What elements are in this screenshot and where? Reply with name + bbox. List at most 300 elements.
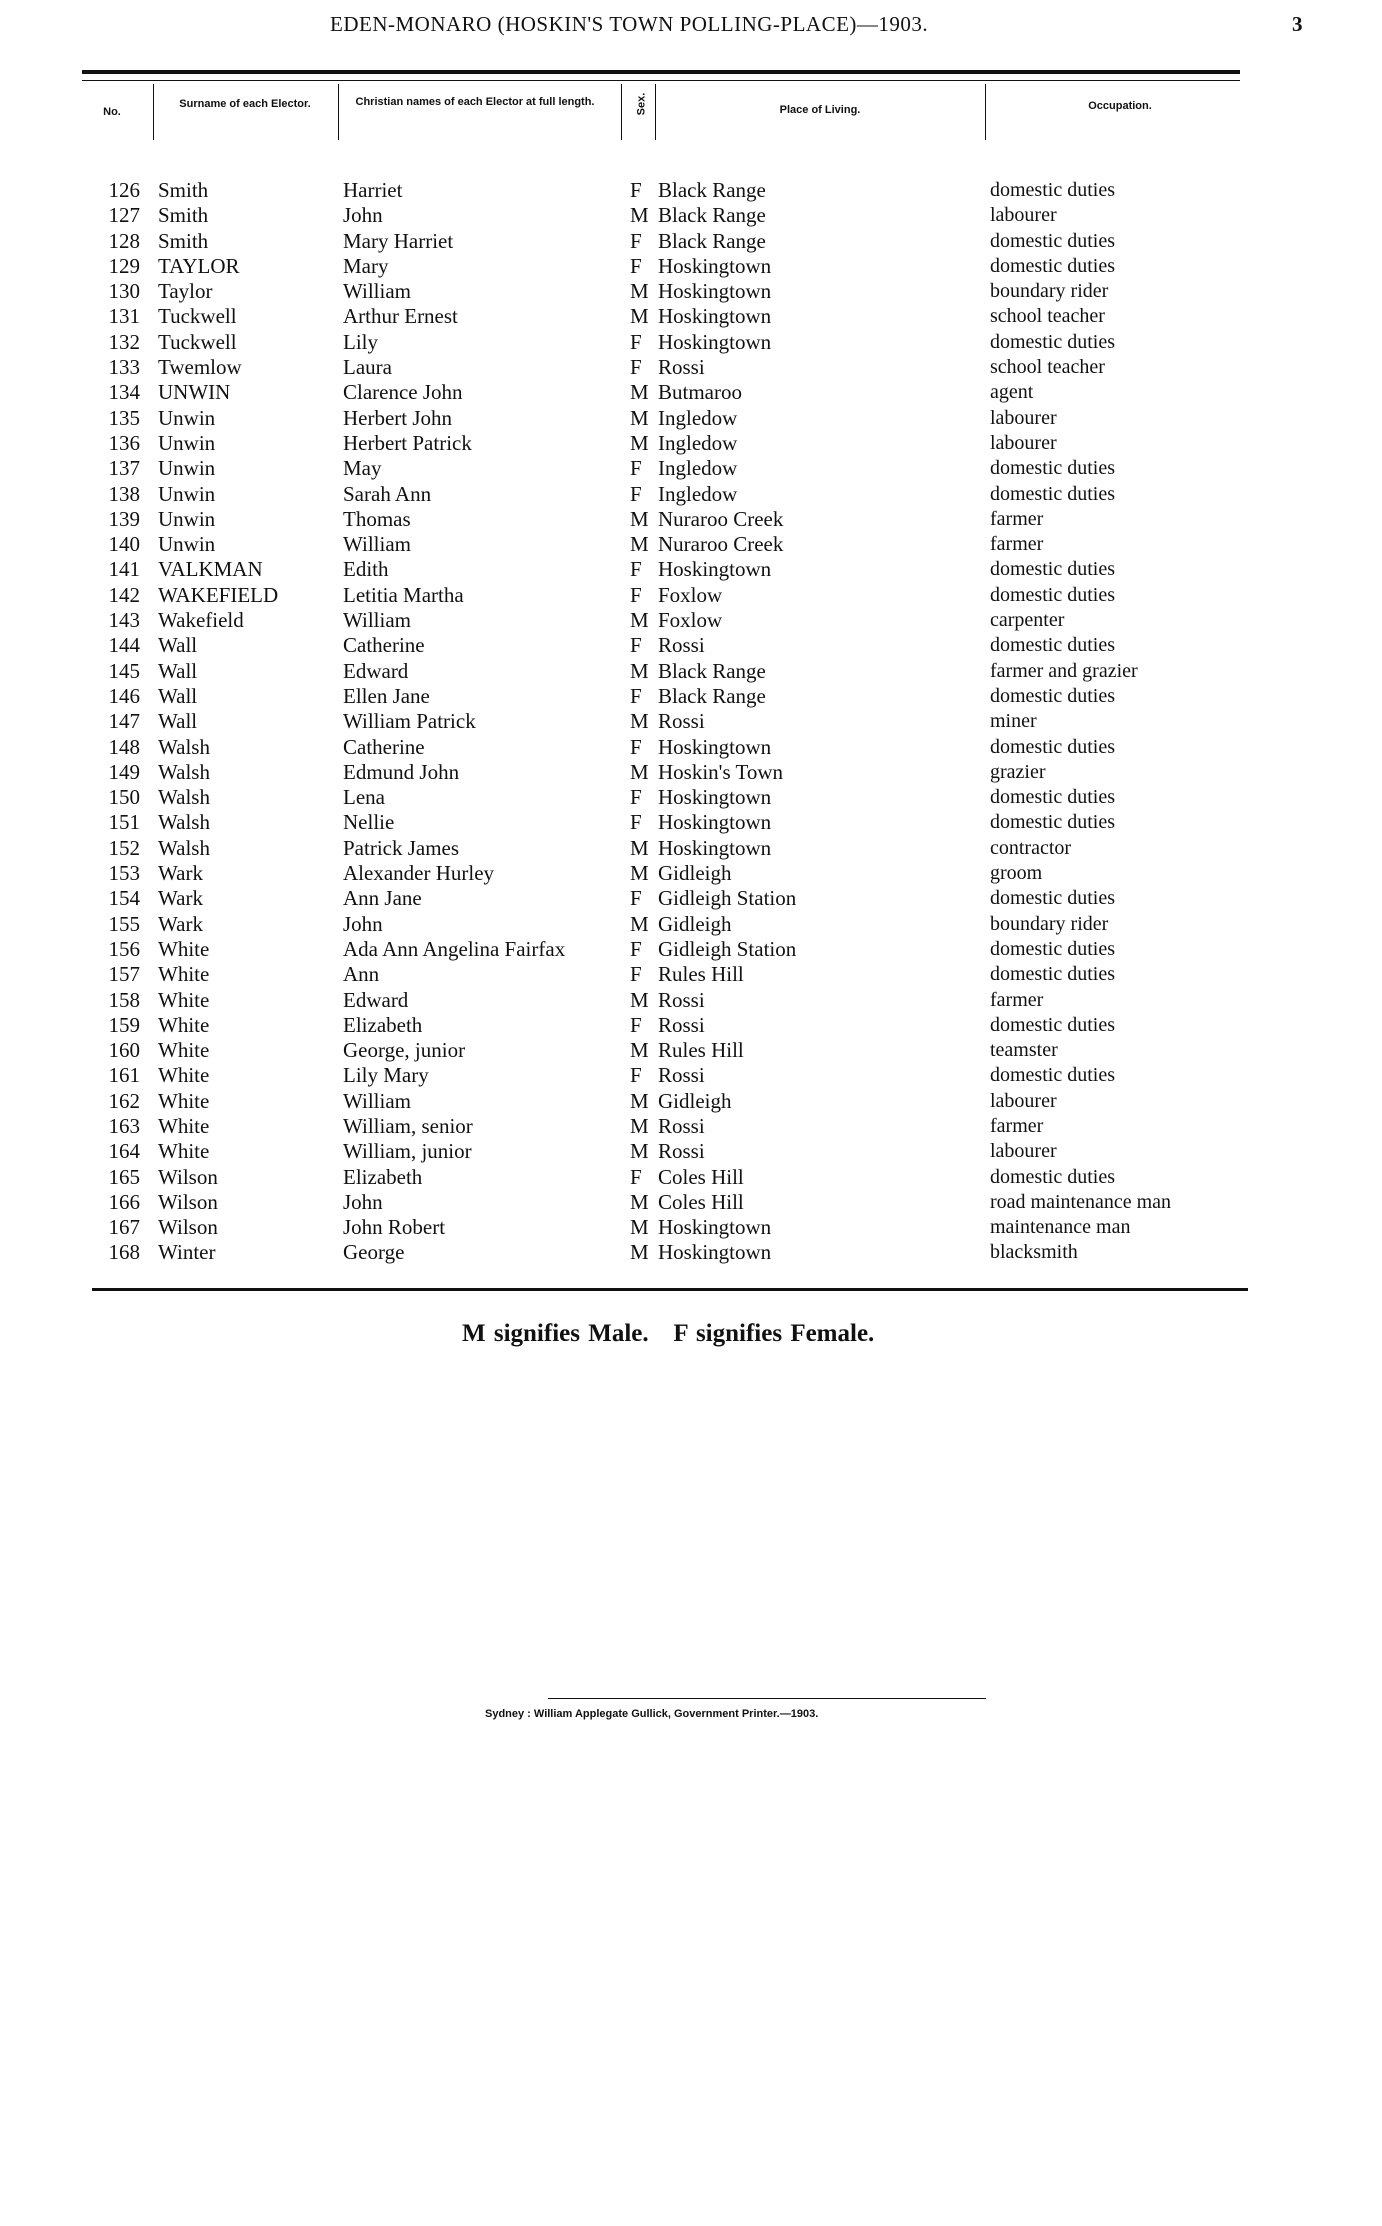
elector-place-of-living: Hoskingtown [658, 810, 772, 835]
elector-christian-names: Mary [343, 253, 389, 278]
elector-surname: Wall [158, 709, 198, 734]
elector-occupation: labourer [990, 431, 1057, 454]
elector-surname: Unwin [158, 405, 216, 430]
elector-sex: F [630, 810, 642, 835]
elector-occupation: maintenance man [990, 1216, 1131, 1239]
elector-christian-names: Nellie [343, 810, 395, 835]
elector-surname: White [158, 1063, 210, 1088]
elector-sex: F [630, 456, 642, 481]
elector-number: 154 [108, 886, 140, 911]
elector-christian-names: Mary Harriet [343, 228, 454, 253]
elector-surname: Smith [158, 228, 209, 253]
elector-number: 146 [108, 683, 140, 708]
elector-sex: M [630, 1189, 649, 1214]
elector-christian-names: Herbert John [343, 405, 453, 430]
table-row [0, 229, 1382, 254]
elector-christian-names: William Patrick [343, 709, 476, 734]
table-row [0, 178, 1382, 203]
column-header-occupation: Occupation. [1088, 100, 1152, 112]
table-row [0, 962, 1382, 987]
elector-sex: F [630, 253, 642, 278]
column-divider [985, 84, 986, 140]
header-rule-thin [82, 80, 1240, 81]
elector-number: 150 [108, 785, 140, 810]
elector-place-of-living: Rossi [658, 355, 705, 380]
table-row [0, 507, 1382, 532]
elector-place-of-living: Nuraroo Creek [658, 506, 784, 531]
elector-number: 127 [108, 203, 140, 228]
table-row [0, 557, 1382, 582]
table-row [0, 304, 1382, 329]
elector-sex: M [630, 203, 649, 228]
elector-christian-names: William, senior [343, 1113, 473, 1138]
column-header-place: Place of Living. [779, 104, 861, 116]
elector-occupation: domestic duties [990, 937, 1115, 960]
elector-number: 152 [108, 835, 140, 860]
elector-occupation: domestic duties [990, 684, 1115, 707]
elector-surname: Wall [158, 658, 198, 683]
elector-occupation: labourer [990, 1089, 1057, 1112]
elector-number: 135 [108, 405, 140, 430]
elector-surname: White [158, 936, 210, 961]
elector-place-of-living: Ingledow [658, 456, 738, 481]
elector-surname: Walsh [158, 734, 210, 759]
elector-sex: F [630, 734, 642, 759]
elector-occupation: boundary rider [990, 280, 1109, 303]
elector-sex: F [630, 1063, 642, 1088]
elector-christian-names: Herbert Patrick [343, 430, 472, 455]
elector-occupation: domestic duties [990, 558, 1115, 581]
table-row [0, 279, 1382, 304]
elector-number: 167 [108, 1215, 140, 1240]
elector-christian-names: Arthur Ernest [343, 304, 458, 329]
elector-number: 155 [108, 911, 140, 936]
elector-number: 137 [108, 456, 140, 481]
elector-place-of-living: Gidleigh [658, 1088, 732, 1113]
elector-number: 142 [108, 582, 140, 607]
elector-christian-names: Edward [343, 658, 409, 683]
table-row [0, 380, 1382, 405]
elector-christian-names: Alexander Hurley [343, 861, 495, 886]
table-row [0, 608, 1382, 633]
elector-christian-names: Ellen Jane [343, 683, 430, 708]
elector-surname: Walsh [158, 759, 210, 784]
elector-surname: Unwin [158, 430, 216, 455]
elector-sex: F [630, 785, 642, 810]
elector-christian-names: George, junior [343, 1038, 466, 1063]
table-row [0, 482, 1382, 507]
elector-place-of-living: Hoskingtown [658, 279, 772, 304]
elector-sex: F [630, 178, 642, 202]
table-row [0, 1240, 1382, 1265]
elector-sex: M [630, 759, 649, 784]
elector-surname: Smith [158, 178, 209, 202]
elector-christian-names: Patrick James [343, 835, 460, 860]
elector-occupation: farmer and grazier [990, 659, 1138, 682]
elector-place-of-living: Hoskingtown [658, 253, 772, 278]
electoral-roll-table [0, 178, 1382, 1266]
elector-christian-names: Letitia Martha [343, 582, 464, 607]
elector-occupation: road maintenance man [990, 1190, 1172, 1213]
elector-christian-names: Ann Jane [343, 886, 422, 911]
elector-occupation: miner [990, 710, 1037, 733]
elector-christian-names: Thomas [343, 506, 411, 531]
elector-number: 158 [108, 987, 140, 1012]
elector-sex: M [630, 835, 649, 860]
elector-number: 151 [108, 810, 140, 835]
elector-occupation: farmer [990, 1114, 1044, 1137]
elector-surname: Walsh [158, 835, 210, 860]
elector-place-of-living: Hoskingtown [658, 329, 772, 354]
elector-number: 162 [108, 1088, 140, 1113]
table-row [0, 1114, 1382, 1139]
elector-surname: Wilson [158, 1189, 218, 1214]
table-row [0, 760, 1382, 785]
elector-surname: White [158, 1088, 210, 1113]
elector-surname: VALKMAN [158, 557, 263, 582]
elector-christian-names: William [343, 1088, 411, 1113]
elector-place-of-living: Hoskingtown [658, 734, 772, 759]
table-row [0, 988, 1382, 1013]
elector-place-of-living: Hoskingtown [658, 835, 772, 860]
elector-sex: M [630, 1088, 649, 1113]
table-row [0, 735, 1382, 760]
elector-surname: Wilson [158, 1164, 218, 1189]
elector-sex: F [630, 582, 642, 607]
elector-occupation: domestic duties [990, 1165, 1115, 1188]
elector-place-of-living: Rossi [658, 987, 705, 1012]
elector-surname: Walsh [158, 810, 210, 835]
elector-christian-names: William [343, 532, 411, 557]
elector-occupation: school teacher [990, 305, 1105, 328]
elector-sex: M [630, 1215, 649, 1240]
elector-place-of-living: Foxlow [658, 608, 723, 633]
elector-number: 143 [108, 608, 140, 633]
elector-christian-names: Ada Ann Angelina Fairfax [343, 936, 566, 961]
elector-christian-names: John Robert [343, 1215, 446, 1240]
elector-sex: M [630, 911, 649, 936]
elector-number: 164 [108, 1139, 140, 1164]
elector-number: 153 [108, 861, 140, 886]
elector-sex: M [630, 279, 649, 304]
elector-sex: M [630, 1139, 649, 1164]
elector-occupation: domestic duties [990, 963, 1115, 986]
elector-sex: F [630, 683, 642, 708]
column-header-surname: Surname of each Elector. [179, 98, 311, 110]
elector-surname: Wall [158, 683, 198, 708]
table-row [0, 355, 1382, 380]
elector-christian-names: Elizabeth [343, 1164, 423, 1189]
table-bottom-rule [92, 1288, 1248, 1291]
table-row [0, 1215, 1382, 1240]
elector-sex: F [630, 633, 642, 658]
elector-surname: Unwin [158, 456, 216, 481]
elector-surname: WAKEFIELD [158, 582, 279, 607]
elector-occupation: labourer [990, 406, 1057, 429]
table-row [0, 836, 1382, 861]
elector-christian-names: Sarah Ann [343, 481, 432, 506]
column-header-sex: Sex. [635, 92, 648, 116]
elector-surname: Wark [158, 861, 203, 886]
elector-place-of-living: Black Range [658, 178, 766, 202]
elector-number: 147 [108, 709, 140, 734]
elector-place-of-living: Coles Hill [658, 1189, 744, 1214]
elector-sex: M [630, 1038, 649, 1063]
elector-christian-names: Laura [343, 355, 392, 380]
elector-sex: M [630, 987, 649, 1012]
elector-sex: M [630, 608, 649, 633]
elector-christian-names: Edith [343, 557, 389, 582]
elector-christian-names: Clarence John [343, 380, 463, 405]
elector-number: 129 [108, 253, 140, 278]
elector-place-of-living: Hoskingtown [658, 304, 772, 329]
elector-number: 161 [108, 1063, 140, 1088]
elector-sex: F [630, 936, 642, 961]
elector-sex: M [630, 304, 649, 329]
elector-surname: Wilson [158, 1215, 218, 1240]
elector-place-of-living: Rules Hill [658, 1038, 744, 1063]
column-divider [338, 84, 339, 140]
elector-occupation: farmer [990, 533, 1044, 556]
elector-place-of-living: Rossi [658, 1063, 705, 1088]
elector-place-of-living: Hoskin's Town [658, 759, 784, 784]
elector-occupation: domestic duties [990, 735, 1115, 758]
elector-number: 159 [108, 1012, 140, 1037]
elector-surname: Wall [158, 633, 198, 658]
elector-place-of-living: Hoskingtown [658, 557, 772, 582]
elector-occupation: domestic duties [990, 1013, 1115, 1036]
elector-surname: UNWIN [158, 380, 231, 405]
elector-place-of-living: Hoskingtown [658, 1240, 772, 1265]
elector-place-of-living: Foxlow [658, 582, 723, 607]
table-row [0, 937, 1382, 962]
table-row [0, 684, 1382, 709]
elector-place-of-living: Nuraroo Creek [658, 532, 784, 557]
table-row [0, 1038, 1382, 1063]
elector-occupation: domestic duties [990, 583, 1115, 606]
table-row [0, 456, 1382, 481]
column-divider [621, 84, 622, 140]
elector-surname: Tuckwell [158, 304, 237, 329]
table-row [0, 1063, 1382, 1088]
elector-surname: Unwin [158, 532, 216, 557]
elector-surname: Smith [158, 203, 209, 228]
elector-surname: Unwin [158, 506, 216, 531]
elector-place-of-living: Butmaroo [658, 380, 742, 405]
elector-sex: M [630, 658, 649, 683]
elector-surname: Twemlow [158, 355, 242, 380]
elector-occupation: domestic duties [990, 1064, 1115, 1087]
elector-place-of-living: Black Range [658, 203, 766, 228]
elector-place-of-living: Gidleigh Station [658, 936, 797, 961]
table-row [0, 1013, 1382, 1038]
elector-sex: M [630, 430, 649, 455]
elector-christian-names: Lily Mary [343, 1063, 429, 1088]
elector-place-of-living: Black Range [658, 683, 766, 708]
elector-surname: Tuckwell [158, 329, 237, 354]
elector-place-of-living: Gidleigh Station [658, 886, 797, 911]
sex-legend: M signifies Male. F signifies Female. [462, 1320, 875, 1347]
elector-number: 157 [108, 962, 140, 987]
elector-place-of-living: Rossi [658, 633, 705, 658]
elector-number: 139 [108, 506, 140, 531]
elector-place-of-living: Hoskingtown [658, 1215, 772, 1240]
elector-place-of-living: Rossi [658, 1012, 705, 1037]
printer-imprint: Sydney : William Applegate Gullick, Government Printer.—1903. [485, 1708, 819, 1720]
elector-occupation: contractor [990, 836, 1072, 859]
elector-surname: White [158, 987, 210, 1012]
elector-sex: F [630, 1012, 642, 1037]
elector-christian-names: George [343, 1240, 405, 1265]
elector-sex: M [630, 861, 649, 886]
elector-place-of-living: Coles Hill [658, 1164, 744, 1189]
elector-christian-names: William [343, 279, 411, 304]
elector-sex: M [630, 709, 649, 734]
elector-christian-names: Ann [343, 962, 380, 987]
elector-occupation: domestic duties [990, 482, 1115, 505]
elector-christian-names: John [343, 911, 383, 936]
elector-occupation: domestic duties [990, 887, 1115, 910]
table-row [0, 406, 1382, 431]
elector-occupation: grazier [990, 760, 1046, 783]
elector-number: 132 [108, 329, 140, 354]
elector-place-of-living: Rules Hill [658, 962, 744, 987]
elector-surname: Wark [158, 886, 203, 911]
elector-sex: F [630, 1164, 642, 1189]
elector-christian-names: Catherine [343, 633, 425, 658]
elector-christian-names: Elizabeth [343, 1012, 423, 1037]
elector-surname: Wakefield [158, 608, 244, 633]
elector-surname: Unwin [158, 481, 216, 506]
elector-place-of-living: Ingledow [658, 405, 738, 430]
elector-number: 141 [108, 557, 140, 582]
elector-sex: F [630, 329, 642, 354]
elector-sex: M [630, 532, 649, 557]
table-row [0, 785, 1382, 810]
elector-sex: F [630, 962, 642, 987]
table-row [0, 633, 1382, 658]
elector-occupation: domestic duties [990, 254, 1115, 277]
table-row [0, 1089, 1382, 1114]
table-row [0, 431, 1382, 456]
elector-number: 131 [108, 304, 140, 329]
elector-surname: White [158, 962, 210, 987]
table-row [0, 203, 1382, 228]
elector-occupation: blacksmith [990, 1241, 1078, 1264]
header-rule [82, 70, 1240, 74]
table-row [0, 532, 1382, 557]
elector-christian-names: John [343, 1189, 383, 1214]
column-divider [153, 84, 154, 140]
elector-sex: M [630, 1240, 649, 1265]
elector-place-of-living: Rossi [658, 1139, 705, 1164]
elector-number: 148 [108, 734, 140, 759]
elector-number: 130 [108, 279, 140, 304]
elector-christian-names: William, junior [343, 1139, 472, 1164]
elector-surname: Wark [158, 911, 203, 936]
table-row [0, 1165, 1382, 1190]
elector-occupation: domestic duties [990, 179, 1115, 201]
elector-christian-names: Catherine [343, 734, 425, 759]
elector-christian-names: May [343, 456, 382, 481]
column-header-no: No. [103, 106, 121, 118]
elector-number: 134 [108, 380, 140, 405]
table-row [0, 583, 1382, 608]
elector-surname: White [158, 1113, 210, 1138]
elector-number: 168 [108, 1240, 140, 1265]
elector-sex: F [630, 557, 642, 582]
elector-christian-names: Lena [343, 785, 385, 810]
elector-surname: White [158, 1012, 210, 1037]
elector-sex: F [630, 228, 642, 253]
elector-number: 166 [108, 1189, 140, 1214]
elector-surname: Walsh [158, 785, 210, 810]
elector-occupation: agent [990, 381, 1034, 404]
elector-place-of-living: Black Range [658, 658, 766, 683]
elector-number: 136 [108, 430, 140, 455]
elector-occupation: labourer [990, 1140, 1057, 1163]
elector-sex: F [630, 886, 642, 911]
elector-christian-names: Edward [343, 987, 409, 1012]
elector-place-of-living: Hoskingtown [658, 785, 772, 810]
elector-number: 156 [108, 936, 140, 961]
elector-occupation: domestic duties [990, 634, 1115, 657]
elector-number: 163 [108, 1113, 140, 1138]
column-header-christian: Christian names of each Elector at full length. [355, 96, 595, 108]
elector-occupation: groom [990, 862, 1043, 885]
elector-occupation: school teacher [990, 356, 1105, 379]
table-row [0, 1190, 1382, 1215]
elector-surname: White [158, 1038, 210, 1063]
elector-place-of-living: Gidleigh [658, 911, 732, 936]
elector-sex: M [630, 380, 649, 405]
elector-number: 133 [108, 355, 140, 380]
elector-occupation: domestic duties [990, 811, 1115, 834]
elector-occupation: domestic duties [990, 457, 1115, 480]
printer-rule [548, 1698, 986, 1699]
elector-occupation: carpenter [990, 609, 1065, 632]
elector-sex: F [630, 355, 642, 380]
elector-sex: M [630, 1113, 649, 1138]
table-row [0, 1139, 1382, 1164]
elector-number: 126 [108, 178, 140, 202]
elector-surname: Winter [158, 1240, 216, 1265]
table-row [0, 709, 1382, 734]
elector-sex: F [630, 481, 642, 506]
elector-number: 149 [108, 759, 140, 784]
page-header-title: EDEN-MONARO (HOSKIN'S TOWN POLLING-PLACE)—1903. [330, 12, 929, 36]
elector-number: 145 [108, 658, 140, 683]
elector-number: 128 [108, 228, 140, 253]
elector-number: 160 [108, 1038, 140, 1063]
elector-place-of-living: Rossi [658, 1113, 705, 1138]
elector-number: 140 [108, 532, 140, 557]
elector-number: 165 [108, 1164, 140, 1189]
elector-christian-names: Harriet [343, 178, 403, 202]
elector-place-of-living: Rossi [658, 709, 705, 734]
elector-number: 138 [108, 481, 140, 506]
elector-christian-names: John [343, 203, 383, 228]
elector-surname: TAYLOR [158, 253, 240, 278]
elector-occupation: domestic duties [990, 229, 1115, 252]
table-row [0, 659, 1382, 684]
elector-occupation: domestic duties [990, 786, 1115, 809]
table-row [0, 254, 1382, 279]
elector-christian-names: Edmund John [343, 759, 460, 784]
elector-place-of-living: Black Range [658, 228, 766, 253]
elector-occupation: farmer [990, 988, 1044, 1011]
elector-sex: M [630, 506, 649, 531]
